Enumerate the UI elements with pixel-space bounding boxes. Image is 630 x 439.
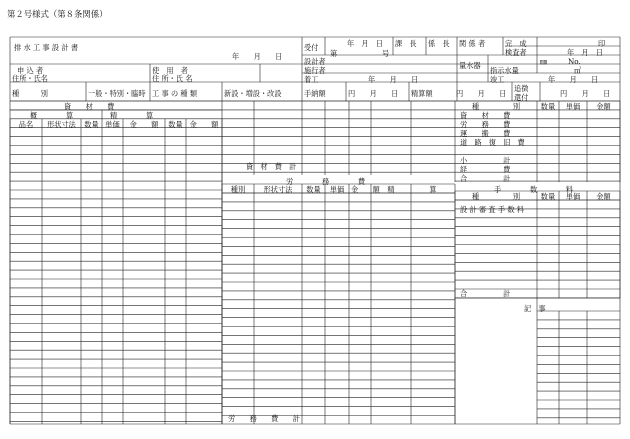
summary-row-2: 運 搬 費 (460, 128, 511, 138)
labor-col-header-0: 種別 (230, 185, 246, 194)
kakaricho-label: 係 長 (428, 39, 450, 48)
labor-total: 労 務 費 計 (228, 414, 300, 423)
fee-row-shinsa: 設 計 審 査 手 数 料 (460, 205, 525, 214)
no-label: No. (568, 57, 581, 66)
uketsuke-date: 年 月 日 (347, 39, 383, 48)
materials-col-header-5: 数量 (168, 120, 183, 129)
fees-col-header-0: 種 (471, 192, 480, 201)
tsuicho-label: 追徴 (514, 84, 529, 93)
summary-row-3: 道 路 復 旧 費 (460, 137, 525, 147)
mm-unit: ㎜ (540, 57, 548, 66)
kankeisha-label: 関 係 者 (459, 39, 486, 48)
form-name: 排 水 工 事 設 計 書 (14, 43, 79, 52)
fees-col-header-2: 数量 (540, 192, 556, 201)
fees-col-header-1: 別 (512, 192, 521, 201)
labor-col-header-5: 精 (387, 185, 395, 194)
materials-heading: 資 材 費 (64, 102, 115, 111)
fees-heading: 手 数 料 (494, 185, 574, 194)
sekkeisha-label: 設計者 (304, 57, 326, 66)
materials-col-header-4: 金 額 (129, 120, 159, 129)
fees-col-header-4: 金額 (596, 192, 611, 201)
shinkoku-label: 申 込 者 (17, 66, 44, 75)
gokei-label: 合 計 (460, 174, 511, 183)
gaisan-label: 概 算 (30, 111, 74, 120)
seisan-gaku-label: 精算額 (411, 89, 433, 98)
labor-col-header-3: 単価 (329, 185, 345, 194)
labor-col-header-1: 形状寸法 (263, 185, 293, 194)
chakko-date: 年 月 日 (368, 75, 419, 84)
materials-col-header-0: 品名 (18, 120, 34, 129)
labor-heading: 労 務 費 (286, 177, 366, 186)
summary-col-header-2: 数量 (540, 102, 556, 111)
kansei-date: 年 月 日 (567, 48, 603, 57)
kansei-label: 完 成 (505, 39, 527, 48)
shunko-label: 竣工 (490, 75, 505, 84)
form-date: 年 月 日 (232, 52, 283, 61)
shokei-label: 小 計 (460, 156, 511, 165)
keihi-label: 経 費 (460, 165, 511, 174)
uketsuke-label: 受付 (304, 43, 319, 52)
shiyou-label: 使 用 者 (152, 66, 188, 75)
labor-col-header-6: 算 (429, 185, 437, 194)
labor-col-header-4: 金 額 (351, 185, 380, 194)
tenokin-unit: 円 月 日 (348, 89, 399, 98)
seisan-unit: 円 月 日 (456, 89, 507, 98)
henpu-label: 還付 (514, 93, 529, 102)
kind-options: 一般・特別・臨時 (88, 89, 146, 98)
form-title: 第２号様式（第８条関係） (7, 9, 108, 19)
summary-col-header-1: 別 (512, 102, 521, 111)
dai-label: 第 (330, 49, 338, 58)
koji-options: 新設・増設・改設 (224, 89, 282, 98)
seisan-label: 精 算 (110, 111, 154, 120)
m3-unit: ㎥ (574, 66, 582, 75)
summary-row-0: 資 材 費 (460, 111, 511, 120)
shunko-date: 年 月 日 (548, 75, 599, 84)
summary-col-header-4: 金額 (596, 102, 611, 111)
materials-subtotal: 資 材 費 計 (246, 162, 297, 171)
gou-label: 号 (382, 49, 390, 58)
materials-col-header-1: 形状寸法 (47, 120, 76, 129)
sekosha-label: 施行者 (304, 66, 326, 75)
kacho-label: 課 長 (395, 39, 417, 48)
shinkoku-address: 住所・氏名 (12, 74, 48, 83)
shubetsu-label: 種 別 (12, 89, 48, 98)
fees-col-header-3: 単価 (565, 192, 581, 201)
summary-col-header-3: 単価 (565, 102, 581, 111)
kensasha-label: 検査者 (505, 48, 527, 57)
chakko-label: 着工 (304, 75, 319, 84)
labor-col-header-2: 数量 (306, 185, 321, 194)
koji-shurui-label: 工 事 の 種 類 (152, 89, 198, 98)
shiyou-address: 住 所・氏 名 (152, 74, 193, 83)
seal-label: 印 (598, 39, 606, 48)
fees-gokei: 合 計 (460, 289, 511, 298)
tenokin-label: 手納額 (304, 89, 326, 98)
ryosuiki-label: 量水器 (459, 61, 481, 70)
summary-col-header-0: 種 (471, 102, 480, 111)
materials-col-header-3: 単価 (105, 120, 120, 129)
materials-col-header-6: 金 額 (189, 120, 219, 129)
materials-col-header-2: 数量 (84, 120, 99, 129)
kiji-label: 記 事 (524, 304, 546, 313)
tsuicho-unit: 円 月 日 (560, 89, 611, 98)
summary-row-1: 労 務 費 (460, 119, 511, 129)
shiji-label: 指示水量 (490, 66, 519, 75)
